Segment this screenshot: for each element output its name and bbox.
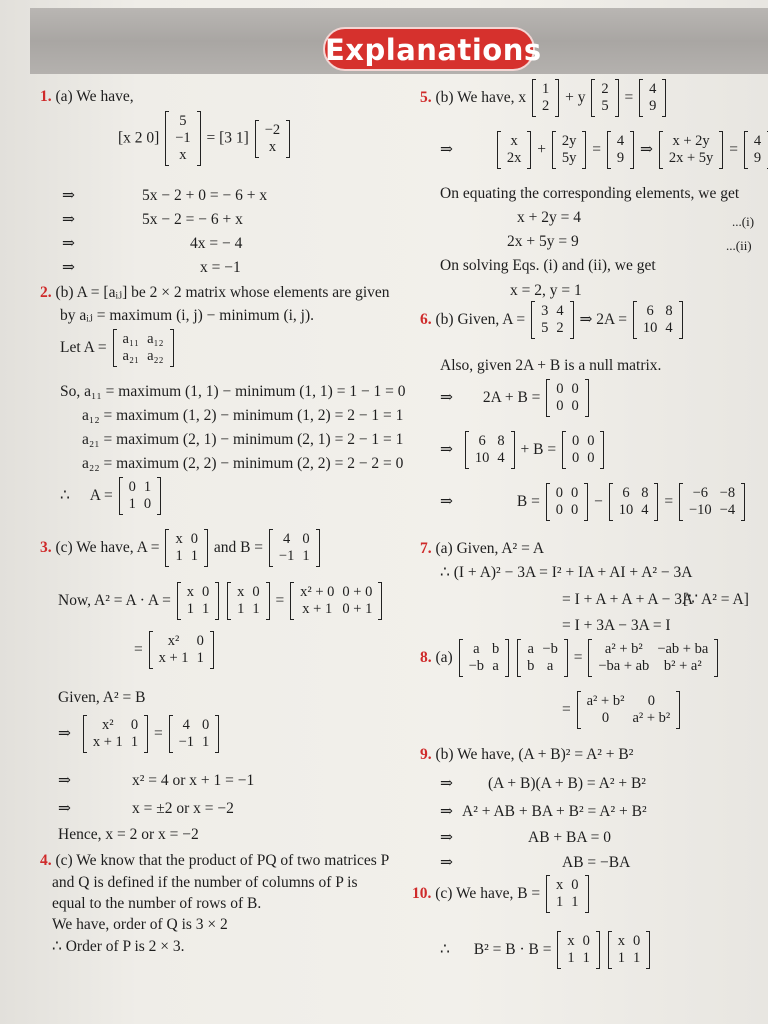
q1-row-vector: [x 2 0] xyxy=(118,129,160,147)
q4-text1: (c) We know that the product of PQ of two matrices P xyxy=(55,852,390,869)
q5-matrix-2 xyxy=(552,132,587,168)
q5-matrix-c xyxy=(639,80,666,116)
q3-matrix-cell: 0 + 1 xyxy=(342,601,373,617)
banner-title: Explanations xyxy=(323,27,535,71)
q3-matrix-cell: x + 1 xyxy=(158,650,189,666)
q5-eq1-label: ...(i) xyxy=(732,214,755,229)
q6-matrix-cell: 0 xyxy=(587,433,595,449)
q6-matrix-cell: 0 xyxy=(571,450,580,466)
q3-equality xyxy=(58,716,221,752)
q10-matrix-1 xyxy=(557,932,600,968)
q6-matrix-cell: 8 xyxy=(641,485,649,501)
q6-matrix-cell: −4 xyxy=(719,502,736,518)
q3-matrix-b xyxy=(269,530,320,566)
q10-number: 10. xyxy=(412,885,432,902)
q6-matrix-6 xyxy=(465,432,515,468)
q10-matrix-cell: 1 xyxy=(556,894,564,910)
q2-text1: (b) A = [aᵢⱼ] be 2 × 2 matrix whose elements are given xyxy=(55,284,390,301)
q5-matrix-cell: 4 xyxy=(753,133,762,149)
q2-matrix-cell: 1 xyxy=(143,479,152,495)
q5-matrix-cell: 9 xyxy=(616,150,625,166)
q10-matrix-2 xyxy=(608,932,651,968)
equals: = xyxy=(592,141,601,158)
q5-plus-y: + y xyxy=(565,89,586,106)
q9-arrow: ⇒ xyxy=(440,775,453,792)
q5-solution: x = 2, y = 1 xyxy=(510,282,582,299)
q3-matrix-cell: 0 + 0 xyxy=(342,584,373,600)
q9-arrow: ⇒ xyxy=(440,829,453,846)
equals: = xyxy=(729,141,738,158)
q3-matrix-a xyxy=(165,530,208,566)
q2-a12: a₁₂ = maximum (1, 2) − minimum (1, 2) = 2 − 1 = 1 xyxy=(82,407,404,424)
q3-matrix-cell: x + 1 xyxy=(92,734,123,750)
q8-matrix-cell: a xyxy=(473,641,480,657)
q1-matrix-cell: −1 xyxy=(175,130,191,146)
q8-matrix-cell: a xyxy=(527,641,534,657)
q6-matrix-cell: 10 xyxy=(618,502,634,518)
q10-matrix-cell: 1 xyxy=(582,950,590,966)
q9-number: 9. xyxy=(420,746,432,763)
q1-number: 1. xyxy=(40,88,52,105)
q3-matrix-cell: 1 xyxy=(302,548,310,564)
q1-matrix-cell: 5 xyxy=(179,113,187,129)
q10-matrix-cell: x xyxy=(617,933,625,949)
q5-matrix-b xyxy=(591,80,618,116)
q4-line5: ∴ Order of P is 2 × 3. xyxy=(52,938,185,955)
q9-heading xyxy=(420,746,633,764)
q3-hence: Hence, x = 2 or x = −2 xyxy=(58,826,199,843)
q2-matrix-cell: 0 xyxy=(143,496,152,512)
q3-matrix-cell: 0 xyxy=(130,717,139,733)
implies-arrow: ⇒ xyxy=(58,725,71,742)
equals: = xyxy=(562,701,571,718)
q6-2a-plus-b: 2A + B = xyxy=(482,389,541,406)
q7-step3: = I + 3A − 3A = I xyxy=(562,617,671,634)
q6-matrix-cell: 8 xyxy=(497,433,505,449)
q5-matrix-cell: 4 xyxy=(616,133,625,149)
q3-matrix-cell: 1 xyxy=(175,548,183,564)
q6-matrix-cell: 3 xyxy=(541,303,549,319)
q7-step1: ∴ (I + A)² − 3A = I² + IA + AI + A² − 3A xyxy=(440,564,693,581)
q2-result-label: A = xyxy=(89,487,113,504)
q6-matrix-cell: 2 xyxy=(556,320,564,336)
q1-step4: x = −1 xyxy=(200,259,241,276)
q5-eq1: x + 2y = 4 xyxy=(517,209,581,226)
q6-matrix-cell: 0 xyxy=(571,398,579,414)
q9-step2: A² + AB + BA + B² = A² + B² xyxy=(462,803,647,820)
q5-matrix-cell: x xyxy=(510,133,518,149)
q1-matrix-cell: x xyxy=(268,138,277,155)
q6-matrix-a xyxy=(531,302,574,338)
q10-b-squared: B² = B · B = xyxy=(473,941,552,958)
q2-line1 xyxy=(40,284,390,302)
q1-matrix-cell: −2 xyxy=(264,121,281,138)
q8-matrix-cell: 0 xyxy=(647,693,655,709)
q5-matrix-cell: 2 xyxy=(541,98,550,114)
q6-option: (b) Given, A = xyxy=(435,311,526,328)
equals: = xyxy=(664,493,674,510)
q6-heading xyxy=(420,302,685,338)
q3-matrix-cell: 4 xyxy=(283,531,291,547)
minus-sign: − xyxy=(594,493,603,510)
q6-b-label: B = xyxy=(516,493,540,510)
q9-step4: AB = −BA xyxy=(562,854,631,871)
q8-matrix-cell: b xyxy=(527,658,535,674)
q2-matrix-cell: a₁₁ xyxy=(122,331,140,347)
q3-matrix-cell: 0 xyxy=(196,633,204,649)
q1-arrow: ⇒ xyxy=(62,235,75,252)
q10-matrix-cell: x xyxy=(556,877,564,893)
q6-matrix-cell: 0 xyxy=(555,502,563,518)
q8-matrix-2 xyxy=(517,640,568,676)
q6-number: 6. xyxy=(420,311,432,328)
q8-matrix-cell: a² + b² xyxy=(632,710,671,726)
q3-given: Given, A² = B xyxy=(58,689,146,706)
q6-step2 xyxy=(440,432,606,468)
q3-matrix-cell: 1 xyxy=(237,601,245,617)
q2-a21: a₂₁ = maximum (2, 1) − minimum (2, 1) = 2 − 1 = 1 xyxy=(82,431,404,448)
q1-heading xyxy=(40,88,134,106)
q4-number: 4. xyxy=(40,852,52,869)
q1-equation xyxy=(118,112,292,165)
q3-matrix-cell: 1 xyxy=(201,601,210,617)
q8-matrix-4 xyxy=(577,692,681,728)
q6-matrix-cell: −6 xyxy=(692,485,709,501)
q6-matrix-cell: 10 xyxy=(474,450,490,466)
q5-matrix-a xyxy=(532,80,559,116)
q3-matrix-1 xyxy=(177,583,220,619)
q3-matrix-cell: 1 xyxy=(196,650,204,666)
q4-line4: We have, order of Q is 3 × 2 xyxy=(52,916,228,933)
q6-matrix-cell: 0 xyxy=(555,485,563,501)
q3-matrix-cell: 1 xyxy=(202,734,210,750)
q3-matrix-cell: x + 1 xyxy=(302,601,333,617)
q3-matrix-cell: 0 xyxy=(302,531,310,547)
q6-also: Also, given 2A + B is a null matrix. xyxy=(440,357,662,374)
q7-option: (a) Given, A² = A xyxy=(435,540,545,557)
q1-step2: 5x − 2 = − 6 + x xyxy=(142,211,243,228)
q6-null-matrix xyxy=(546,484,589,520)
q8-heading xyxy=(420,640,720,676)
q3-arrow: ⇒ xyxy=(58,772,71,789)
q5-matrix-cell: 4 xyxy=(649,81,657,97)
q3-matrix-cell: 0 xyxy=(201,584,210,600)
q7-number: 7. xyxy=(420,540,432,557)
q6-matrix-cell: 0 xyxy=(587,450,595,466)
q3-and: and B = xyxy=(213,539,264,556)
q10-matrix-cell: 0 xyxy=(571,877,579,893)
q8-matrix-cell: −b xyxy=(542,641,558,657)
q4-line2: and Q is defined if the number of columns of P is xyxy=(52,874,358,891)
q5-matrix-cell: x + 2y xyxy=(672,133,710,149)
q10-matrix-b xyxy=(546,876,589,912)
q5-eq2-label: ...(ii) xyxy=(726,238,752,253)
q8-matrix-cell: −ab + ba xyxy=(657,641,709,657)
q6-null-matrix xyxy=(546,380,589,416)
q10-matrix-cell: 1 xyxy=(617,950,625,966)
q1-step1: 5x − 2 + 0 = − 6 + x xyxy=(142,187,268,204)
q2-matrix-a xyxy=(113,330,174,366)
q5-matrix-cell: 1 xyxy=(541,81,550,97)
q8-matrix-cell: a² + b² xyxy=(586,693,625,709)
q8-matrix-cell: −ba + ab xyxy=(598,658,650,674)
q3-matrix-cell: 1 xyxy=(252,601,260,617)
q4-line3: equal to the number of rows of B. xyxy=(52,895,262,912)
q10-matrix-cell: x xyxy=(567,933,575,949)
q2-a22: a₂₂ = maximum (2, 2) − minimum (2, 2) = 2 − 2 = 0 xyxy=(82,455,404,472)
q3-step1: x² = 4 or x + 1 = −1 xyxy=(132,772,255,789)
q6-matrix-cell: 6 xyxy=(646,303,654,319)
q2-line2: by aᵢⱼ = maximum (i, j) − minimum (i, j). xyxy=(60,307,315,324)
q2-a11: So, a₁₁ = maximum (1, 1) − minimum (1, 1) = 1 − 1 = 0 xyxy=(60,383,406,400)
q6-matrix-cell: 0 xyxy=(570,502,579,518)
q7-step2: = I + A + A + A − 3A xyxy=(562,591,694,608)
q8-matrix-cell: a xyxy=(546,658,554,674)
q10-option: (c) We have, B = xyxy=(435,885,541,902)
q6-matrix-cell: 0 xyxy=(571,433,580,449)
q3-matrix-cell: 0 xyxy=(252,584,260,600)
q3-matrix-cell: x² + 0 xyxy=(300,584,335,600)
q3-number: 3. xyxy=(40,539,52,556)
q3-matrix-cell: −1 xyxy=(278,548,295,564)
q5-equate: On equating the corresponding elements, we get xyxy=(440,185,740,202)
q3-matrix-cell: 1 xyxy=(190,548,198,564)
q9-arrow: ⇒ xyxy=(440,803,453,820)
q5-matrix-3 xyxy=(607,132,634,168)
q4-line1 xyxy=(40,852,389,870)
q5-number: 5. xyxy=(420,89,432,106)
q3-matrix-cell: x² xyxy=(167,633,180,649)
equals: = xyxy=(275,592,285,609)
q6-matrix-cell: 6 xyxy=(478,433,486,449)
equals: = xyxy=(153,725,163,742)
q10-matrix-cell: 1 xyxy=(567,950,575,966)
q5-matrix-5 xyxy=(744,132,768,168)
q3-matrix-5 xyxy=(83,716,148,752)
q5-expansion: ⇒ x 2x + 2y 5y = 4 9 ⇒ x + 2y 2x + 5y = 4 9 xyxy=(440,132,768,168)
q10-matrix-cell: 1 xyxy=(632,950,641,966)
q6-matrix-cell: 0 xyxy=(556,398,564,414)
q6-step3 xyxy=(440,484,747,520)
q8-matrix-cell: a² + b² xyxy=(604,641,643,657)
q10-matrix-cell: 0 xyxy=(632,933,641,949)
q3-matrix-cell: x xyxy=(175,531,183,547)
q5-matrix-4 xyxy=(659,132,723,168)
q3-option: (c) We have, A = xyxy=(55,539,160,556)
therefore-symbol: ∴ xyxy=(440,941,450,958)
q5-matrix-cell: 2x xyxy=(506,150,522,166)
q9-arrow: ⇒ xyxy=(440,854,453,871)
q6-matrix-6b xyxy=(609,484,659,520)
q5-solve: On solving Eqs. (i) and (ii), we get xyxy=(440,257,656,274)
q1-option: (a) We have, xyxy=(55,88,134,105)
implies-arrow: ⇒ xyxy=(440,493,453,510)
therefore-symbol: ∴ xyxy=(60,487,70,504)
q7-heading xyxy=(420,540,544,558)
q3-matrix-cell: 1 xyxy=(130,734,139,750)
implies-arrow: ⇒ xyxy=(440,441,453,458)
q7-reason: [∵ A² = A] xyxy=(683,591,749,608)
q6-implies: ⇒ 2A = xyxy=(579,311,628,328)
q1-arrow: ⇒ xyxy=(62,259,75,276)
q5-matrix-1 xyxy=(497,132,532,168)
q8-option: (a) xyxy=(435,649,453,666)
q8-matrix-cell: b² + a² xyxy=(663,658,702,674)
q6-matrix-cell: 4 xyxy=(641,502,649,518)
q10-heading xyxy=(412,876,591,912)
q6-matrix-cell: 0 xyxy=(556,381,564,397)
q6-step1 xyxy=(440,380,591,416)
equals: = xyxy=(573,649,583,666)
q10-step1 xyxy=(440,932,652,968)
q8-matrix-1 xyxy=(459,640,510,676)
q2-matrix-cell: a₂₁ xyxy=(122,348,140,364)
q6-matrix-cell: 4 xyxy=(665,320,673,336)
q3-matrix-cell: x xyxy=(237,584,245,600)
q3-matrix-cell: 1 xyxy=(186,601,194,617)
q5-matrix-cell: 9 xyxy=(649,98,657,114)
q6-matrix-cell: −8 xyxy=(719,485,736,501)
q6-matrix-cell: 0 xyxy=(570,485,579,501)
q3-arrow: ⇒ xyxy=(58,800,71,817)
q2-let xyxy=(60,330,176,366)
q6-plus-b: + B = xyxy=(520,441,557,458)
implies-arrow: ⇒ xyxy=(440,141,453,158)
q2-result xyxy=(60,478,163,514)
q1-matrix-col2 xyxy=(255,121,290,157)
q9-step1: (A + B)(A + B) = A² + B² xyxy=(488,775,646,792)
q3-matrix-cell: x xyxy=(186,584,194,600)
q3-now xyxy=(58,583,384,619)
q1-step3: 4x = − 4 xyxy=(190,235,243,252)
q2-matrix-cell: a₂₂ xyxy=(147,348,164,364)
q5-matrix-cell: 2x + 5y xyxy=(668,150,714,166)
q3-matrix-4 xyxy=(149,632,214,668)
q5-matrix-cell: 9 xyxy=(753,150,762,166)
q2-matrix-cell: a₁₂ xyxy=(147,331,164,347)
q6-matrix-cell: 6 xyxy=(622,485,630,501)
q8-number: 8. xyxy=(420,649,432,666)
equals: = xyxy=(624,89,634,106)
q8-matrix-cell: 0 xyxy=(601,710,610,726)
q1-arrow: ⇒ xyxy=(62,211,75,228)
q5-heading xyxy=(420,80,668,116)
q8-result xyxy=(562,692,682,728)
q3-simplified xyxy=(134,632,216,668)
q6-matrix-cell: 4 xyxy=(497,450,505,466)
q5-matrix-cell: 2 xyxy=(601,81,609,97)
header-banner xyxy=(30,8,768,74)
q3-matrix-2 xyxy=(227,583,270,619)
q6-result-matrix xyxy=(679,484,745,520)
q6-matrix-2a xyxy=(633,302,683,338)
q6-null-matrix xyxy=(562,432,605,468)
q6-matrix-cell: 4 xyxy=(556,303,564,319)
q6-matrix-cell: 8 xyxy=(665,303,673,319)
q3-matrix-cell: 4 xyxy=(182,717,190,733)
equals: = xyxy=(134,641,143,658)
q9-option: (b) We have, (A + B)² = A² + B² xyxy=(435,746,634,763)
q2-matrix-cell: 1 xyxy=(128,496,136,512)
q6-matrix-cell: 0 xyxy=(571,381,579,397)
q10-matrix-cell: 1 xyxy=(571,894,579,910)
q2-result-matrix xyxy=(119,478,162,514)
q3-matrix-cell: x² xyxy=(102,717,114,733)
q6-matrix-cell: 5 xyxy=(541,320,549,336)
q3-heading xyxy=(40,530,322,566)
q1-matrix-cell: x xyxy=(179,147,187,163)
q1-matrix-col xyxy=(165,112,200,165)
q5-option: (b) We have, x xyxy=(435,89,527,106)
q3-matrix-6 xyxy=(169,716,220,752)
q3-now-label: Now, A² = A · A = xyxy=(58,592,171,609)
q5-matrix-cell: 5 xyxy=(601,98,609,114)
q9-step3: AB + BA = 0 xyxy=(528,829,611,846)
q3-step2: x = ±2 or x = −2 xyxy=(132,800,234,817)
q5-eq2: 2x + 5y = 9 xyxy=(507,233,579,250)
q6-matrix-cell: 10 xyxy=(642,320,658,336)
q1-arrow: ⇒ xyxy=(62,187,75,204)
q2-matrix-cell: 0 xyxy=(128,479,136,495)
q10-matrix-cell: 0 xyxy=(582,933,590,949)
q5-matrix-cell: 5y xyxy=(561,150,577,166)
q6-matrix-cell: −10 xyxy=(688,502,712,518)
q1-equals: = [3 1] xyxy=(206,129,249,147)
q2-number: 2. xyxy=(40,284,52,301)
q3-matrix-cell: 0 xyxy=(190,531,198,547)
q2-let-label: Let A = xyxy=(60,339,107,356)
q8-matrix-cell: −b xyxy=(468,658,485,674)
q8-matrix-cell: a xyxy=(492,658,499,674)
implies-arrow: ⇒ xyxy=(440,389,453,406)
q3-matrix-cell: −1 xyxy=(178,734,194,750)
q8-matrix-cell: b xyxy=(492,641,500,657)
implies-arrow: ⇒ xyxy=(640,141,653,158)
q5-matrix-cell: 2y xyxy=(561,133,577,149)
q8-matrix-3 xyxy=(588,640,718,676)
q3-matrix-3 xyxy=(290,583,382,619)
q3-matrix-cell: 0 xyxy=(202,717,210,733)
